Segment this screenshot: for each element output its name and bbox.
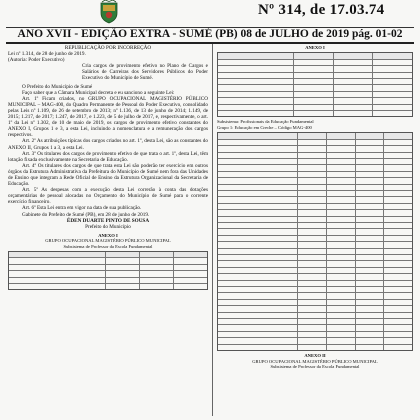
table-row: [218, 344, 412, 350]
table-row: [9, 257, 207, 263]
table-row: [218, 104, 412, 110]
annex-left-table: [8, 251, 208, 290]
table-row: [218, 228, 412, 234]
table-row: [9, 270, 207, 276]
table-row: [218, 53, 412, 58]
article-2: Art. 2º As atribuições típicas dos cargos criados no art. 1º, desta Lei, são as constantes do ANEXO II, Grupos 1 a 3, a esta Lei.: [8, 138, 208, 151]
table-row: [218, 305, 412, 311]
table-row: [218, 164, 412, 170]
table-row: [218, 59, 412, 65]
table-row: [218, 209, 412, 215]
republication-notice: REPUBLICAÇÃO POR INCORREÇÃO: [64, 45, 152, 51]
table-row: [218, 177, 412, 183]
preamble-2: Faço saber que a Câmara Municipal decreta e eu sanciono a seguinte Lei:: [22, 89, 175, 96]
municipal-crest-icon: [98, 0, 120, 24]
table-row: [218, 312, 412, 318]
table-row: [218, 292, 412, 298]
annex-left-title: ANEXO I: [98, 232, 118, 238]
law-author: (Autoria: Poder Executivo): [8, 57, 65, 64]
table-row: [218, 260, 412, 266]
table-row: [218, 248, 412, 254]
table-row: [218, 203, 412, 209]
table-row: [218, 72, 412, 78]
table-row: [218, 280, 412, 286]
table-row: [9, 252, 207, 257]
table-row: [218, 196, 412, 202]
article-4: Art. 4º Os titulares dos cargos de que trata esta Lei são poderão ter exercício em outros órgãos da Estrutura Administrativa da Prefeitura do Município de Sumé nem fora das Unidades de Ensino que integram a Rede Oficial de Ensino da Estrutura Organizacional da Secretaria de Educação.: [8, 162, 208, 188]
article-5: Art. 5º As despesas com a execução desta Lei correrão à conta das dotações orçamentárias de pessoal alocadas no Orçamento do Município de Sumé para o corrente exercício financeiro.: [8, 187, 208, 206]
table-row: [218, 145, 412, 151]
annex-left-heading: [8, 233, 208, 249]
table-row: [218, 97, 412, 103]
table-row: [218, 65, 412, 71]
annex-left-line2: Subsistema de Professor da Escola Fundamental: [63, 243, 153, 249]
table-row: [218, 216, 412, 222]
table-row: [218, 235, 412, 241]
signer-name: ÉDEN DUARTE PINTO DE SOUSA: [66, 217, 150, 224]
article-3: Art. 3º Os titulares dos cargos de provimento efetivo de que trata o art. 1º, desta Lei, têm lotação fixada exclusivamente na Secretaria de Educação.: [8, 150, 208, 163]
preamble-1: O Prefeito do Município de Sumé: [22, 83, 93, 90]
table-row: [218, 299, 412, 305]
table-row: [218, 110, 412, 116]
annex-right-top-table: [217, 52, 413, 117]
table-row: [218, 337, 412, 343]
table-row: [9, 264, 207, 270]
annex-right-footer-line1: GRUPO OCUPACIONAL MAGISTÉRIO PÚBLICO MUNICIPAL: [252, 358, 378, 364]
table-row: [218, 78, 412, 84]
header-rule-bottom: [6, 42, 414, 44]
table-row: [218, 254, 412, 260]
annex-right-footer-title: ANEXO II: [304, 353, 326, 359]
table-row: [218, 190, 412, 196]
left-column: [8, 45, 208, 290]
table-row: [218, 318, 412, 324]
table-row: [218, 286, 412, 292]
table-row: [218, 84, 412, 90]
law-number: Lei nº 1.314, de 28 de junho de 2019.: [8, 51, 86, 58]
signer-title: Prefeito do Município: [85, 223, 131, 230]
table-row: [218, 331, 412, 337]
table-row: [218, 241, 412, 247]
table-row: [218, 324, 412, 330]
table-row: [218, 152, 412, 158]
table-row: [218, 158, 412, 164]
table-row: [218, 91, 412, 97]
article-6: Art. 6º Esta Lei entra em vigor na data de sua publicação.: [22, 205, 142, 212]
table-row: [9, 277, 207, 283]
annex-right-footer-line2: Subsistema de Professor da Escola Fundamental: [270, 363, 360, 369]
annex-right-title: ANEXO I: [305, 45, 325, 50]
law-summary: Cria cargos de provimento efetivo no Plano de Cargos e Salários de Carreiras dos Servidores Públicos do Poder Executivo do Município de Sumé.: [82, 63, 208, 82]
right-column: [217, 45, 413, 369]
table-row: [218, 267, 412, 273]
table-row: [218, 184, 412, 190]
table-row: [218, 171, 412, 177]
table-row: [9, 283, 207, 289]
annex-right-footer: [217, 353, 413, 369]
closing-line: Gabinete do Prefeito de Sumé (PB), em 28 de junho de 2019.: [22, 211, 150, 218]
publication-number: Nº 314, de 17.03.74: [258, 2, 385, 18]
table-row: [218, 139, 412, 145]
annex-left-line1: GRUPO OCUPACIONAL MAGISTÉRIO PÚBLICO MUNICIPAL: [45, 238, 171, 244]
annex-right-main-table: [217, 132, 413, 351]
annex-right-subtitle-2: Grupo 1: Educação em Creche – Código MAG-400: [217, 124, 312, 130]
article-1: Art. 1º Ficam criados, no GRUPO OCUPACIONAL MAGISTÉRIO PÚBLICO MUNICIPAL – MAG-400, do Quadro Permanente de Pessoal do Poder Executivo, consolidado pelas Leis nº 1.109, de 26 de setembro de 2013; nº 1.136, de 13 de junho de 2014; 1.149, de 2015; 1.217, de 2017; 1.247, de 2017, e 1.223, de 5 de julho de 2017, e, respectivamente, o art. 1º da Lei nº 1.302, de 10 de maio de 2019, os cargos de provimento efetivo constantes do ANEXO I, Grupos 1 e 3, a esta Lei, incluindo a nomenclatura e a remuneração dos cargos respectivos.: [8, 95, 208, 139]
edition-line: ANO XVII - EDIÇÃO EXTRA - SUMÉ (PB) 08 de JULHO de 2019 pág. 01-02: [17, 28, 403, 40]
annex-right-subtitle-1: Subsistema: Profissionais da Educação Fundamental: [217, 119, 314, 125]
masthead: [0, 0, 420, 26]
column-separator: [212, 44, 213, 416]
table-row: [218, 222, 412, 228]
table-row: [218, 273, 412, 279]
table-row: [218, 133, 412, 138]
